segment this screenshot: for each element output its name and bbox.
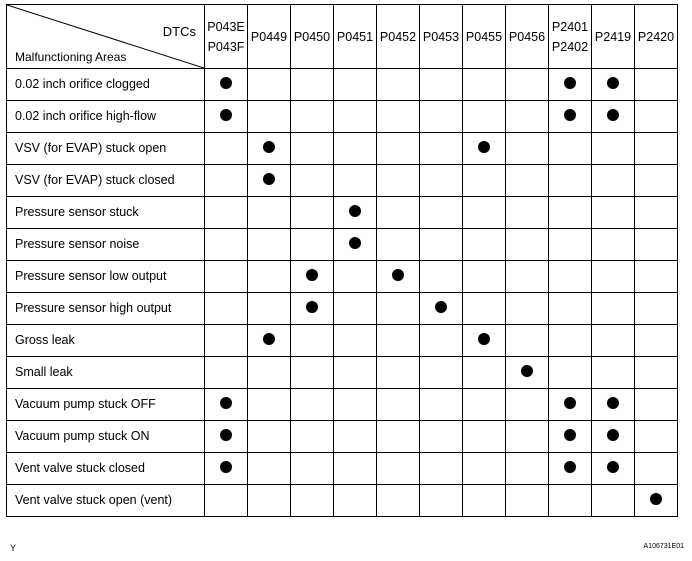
matrix-cell [377, 357, 420, 389]
applicable-dot-icon [478, 333, 490, 345]
matrix-cell [377, 453, 420, 485]
applicable-dot-icon [564, 461, 576, 473]
table-row [7, 357, 678, 389]
matrix-cell [420, 229, 463, 261]
footer-left-mark: Y [10, 543, 17, 553]
matrix-cell [291, 261, 334, 293]
matrix-cell [549, 101, 592, 133]
applicable-dot-icon [607, 77, 619, 89]
matrix-cell [635, 133, 678, 165]
matrix-cell [377, 261, 420, 293]
matrix-cell [592, 69, 635, 101]
matrix-cell [291, 133, 334, 165]
table-row [7, 229, 678, 261]
malfunction-area-label: 0.02 inch orifice clogged [7, 69, 205, 101]
dtc-code: P043F [207, 39, 245, 54]
dtc-column-header [205, 5, 248, 69]
dtc-code: P043E [207, 19, 245, 34]
matrix-cell [334, 197, 377, 229]
matrix-cell [420, 133, 463, 165]
table-row [7, 325, 678, 357]
malfunction-area-label: VSV (for EVAP) stuck closed [7, 165, 205, 197]
matrix-cell [592, 101, 635, 133]
malfunction-area-label: Pressure sensor high output [7, 293, 205, 325]
matrix-cell [549, 325, 592, 357]
matrix-cell [506, 293, 549, 325]
table-row [7, 69, 678, 101]
dtc-column-header [549, 5, 592, 69]
matrix-cell [248, 261, 291, 293]
matrix-cell [420, 325, 463, 357]
matrix-cell [420, 453, 463, 485]
matrix-cell [506, 421, 549, 453]
matrix-cell [635, 485, 678, 517]
matrix-cell [205, 261, 248, 293]
matrix-cell [635, 421, 678, 453]
applicable-dot-icon [349, 205, 361, 217]
matrix-cell [549, 69, 592, 101]
matrix-cell [291, 197, 334, 229]
matrix-cell [420, 69, 463, 101]
header-row [7, 5, 678, 69]
malfunction-area-label: Vacuum pump stuck OFF [7, 389, 205, 421]
applicable-dot-icon [220, 77, 232, 89]
matrix-cell [549, 357, 592, 389]
matrix-cell [592, 133, 635, 165]
applicable-dot-icon [306, 269, 318, 281]
dtc-malfunction-matrix [6, 4, 678, 517]
matrix-cell [549, 389, 592, 421]
matrix-cell [506, 389, 549, 421]
matrix-cell [334, 357, 377, 389]
matrix-cell [420, 101, 463, 133]
matrix-cell [334, 165, 377, 197]
matrix-cell [377, 485, 420, 517]
matrix-cell [248, 133, 291, 165]
malfunction-area-label: Pressure sensor low output [7, 261, 205, 293]
matrix-cell [549, 165, 592, 197]
matrix-cell [248, 485, 291, 517]
matrix-cell [506, 197, 549, 229]
matrix-cell [334, 421, 377, 453]
matrix-cell [549, 229, 592, 261]
applicable-dot-icon [263, 333, 275, 345]
matrix-cell [549, 485, 592, 517]
matrix-cell [506, 165, 549, 197]
matrix-cell [592, 197, 635, 229]
matrix-cell [592, 325, 635, 357]
matrix-cell [463, 421, 506, 453]
matrix-cell [463, 485, 506, 517]
matrix-cell [377, 165, 420, 197]
matrix-cell [205, 197, 248, 229]
matrix-cell [592, 229, 635, 261]
applicable-dot-icon [220, 397, 232, 409]
applicable-dot-icon [564, 109, 576, 121]
malfunction-area-label: Gross leak [7, 325, 205, 357]
table-row [7, 293, 678, 325]
matrix-cell [205, 389, 248, 421]
matrix-cell [205, 133, 248, 165]
applicable-dot-icon [392, 269, 404, 281]
dtc-column-header [506, 5, 549, 69]
table-row [7, 261, 678, 293]
matrix-cell [248, 165, 291, 197]
matrix-cell [334, 453, 377, 485]
matrix-cell [377, 421, 420, 453]
table-row [7, 197, 678, 229]
matrix-cell [334, 101, 377, 133]
matrix-cell [291, 293, 334, 325]
matrix-cell [463, 101, 506, 133]
dtc-code: P0451 [336, 29, 374, 44]
applicable-dot-icon [220, 109, 232, 121]
applicable-dot-icon [349, 237, 361, 249]
matrix-cell [506, 101, 549, 133]
table-row [7, 101, 678, 133]
matrix-cell [420, 197, 463, 229]
dtc-code: P0453 [422, 29, 460, 44]
malfunction-area-label: Vent valve stuck closed [7, 453, 205, 485]
matrix-cell [463, 453, 506, 485]
malfunction-area-label: Vent valve stuck open (vent) [7, 485, 205, 517]
matrix-cell [635, 357, 678, 389]
matrix-cell [549, 293, 592, 325]
matrix-cell [635, 197, 678, 229]
matrix-cell [549, 133, 592, 165]
matrix-cell [463, 357, 506, 389]
matrix-cell [377, 293, 420, 325]
matrix-cell [291, 69, 334, 101]
matrix-cell [205, 325, 248, 357]
applicable-dot-icon [435, 301, 447, 313]
applicable-dot-icon [306, 301, 318, 313]
matrix-cell [592, 453, 635, 485]
table-row [7, 133, 678, 165]
matrix-cell [420, 485, 463, 517]
matrix-cell [592, 165, 635, 197]
applicable-dot-icon [564, 397, 576, 409]
matrix-cell [248, 357, 291, 389]
matrix-cell [506, 229, 549, 261]
matrix-cell [334, 69, 377, 101]
matrix-cell [291, 453, 334, 485]
matrix-cell [205, 101, 248, 133]
table-row [7, 421, 678, 453]
matrix-cell [334, 261, 377, 293]
matrix-cell [549, 453, 592, 485]
dtc-code: P0456 [508, 29, 546, 44]
matrix-cell [463, 133, 506, 165]
matrix-cell [205, 293, 248, 325]
matrix-cell [463, 165, 506, 197]
dtc-column-header [248, 5, 291, 69]
matrix-cell [205, 485, 248, 517]
matrix-cell [377, 389, 420, 421]
dtc-column-header [592, 5, 635, 69]
matrix-cell [248, 389, 291, 421]
matrix-cell [592, 293, 635, 325]
matrix-cell [248, 229, 291, 261]
matrix-cell [205, 165, 248, 197]
applicable-dot-icon [263, 173, 275, 185]
matrix-cell [635, 453, 678, 485]
matrix-cell [463, 197, 506, 229]
matrix-cell [248, 421, 291, 453]
matrix-cell [248, 69, 291, 101]
malfunction-area-label: Small leak [7, 357, 205, 389]
matrix-cell [463, 69, 506, 101]
matrix-cell [463, 229, 506, 261]
applicable-dot-icon [607, 397, 619, 409]
applicable-dot-icon [607, 429, 619, 441]
applicable-dot-icon [478, 141, 490, 153]
matrix-cell [635, 325, 678, 357]
matrix-cell [291, 389, 334, 421]
matrix-cell [377, 69, 420, 101]
matrix-cell [463, 325, 506, 357]
matrix-cell [291, 421, 334, 453]
matrix-cell [248, 453, 291, 485]
corner-cell [7, 5, 205, 69]
matrix-cell [635, 261, 678, 293]
dtc-code: P0452 [379, 29, 417, 44]
applicable-dot-icon [220, 429, 232, 441]
table-row [7, 389, 678, 421]
matrix-cell [291, 357, 334, 389]
applicable-dot-icon [564, 429, 576, 441]
malfunction-area-label: 0.02 inch orifice high-flow [7, 101, 205, 133]
dtcs-label: DTCs [162, 24, 196, 39]
matrix-cell [635, 389, 678, 421]
matrix-cell [334, 293, 377, 325]
applicable-dot-icon [220, 461, 232, 473]
table-row [7, 165, 678, 197]
matrix-cell [506, 133, 549, 165]
matrix-cell [635, 229, 678, 261]
malfunction-area-label: Vacuum pump stuck ON [7, 421, 205, 453]
dtc-code: P0455 [465, 29, 503, 44]
matrix-cell [549, 197, 592, 229]
matrix-cell [549, 421, 592, 453]
matrix-cell [420, 293, 463, 325]
matrix-cell [291, 485, 334, 517]
applicable-dot-icon [564, 77, 576, 89]
dtc-code: P2420 [637, 29, 675, 44]
matrix-cell [463, 389, 506, 421]
matrix-cell [248, 197, 291, 229]
matrix-cell [205, 421, 248, 453]
malfunctioning-areas-label: Malfunctioning Areas [15, 50, 127, 64]
matrix-cell [635, 69, 678, 101]
matrix-cell [592, 261, 635, 293]
matrix-cell [334, 229, 377, 261]
matrix-cell [334, 389, 377, 421]
matrix-cell [291, 325, 334, 357]
dtc-code: P2419 [594, 29, 632, 44]
matrix-cell [291, 165, 334, 197]
dtc-code: P2402 [551, 39, 589, 54]
matrix-cell [334, 325, 377, 357]
matrix-cell [205, 453, 248, 485]
dtc-code: P0450 [293, 29, 331, 44]
matrix-cell [592, 357, 635, 389]
table-row [7, 485, 678, 517]
matrix-cell [377, 133, 420, 165]
applicable-dot-icon [650, 493, 662, 505]
dtc-column-header [420, 5, 463, 69]
malfunction-area-label: Pressure sensor noise [7, 229, 205, 261]
matrix-cell [248, 325, 291, 357]
malfunction-area-label: Pressure sensor stuck [7, 197, 205, 229]
matrix-cell [506, 261, 549, 293]
matrix-cell [205, 69, 248, 101]
matrix-cell [291, 101, 334, 133]
matrix-cell [205, 229, 248, 261]
matrix-cell [463, 293, 506, 325]
matrix-cell [420, 261, 463, 293]
matrix-cell [592, 485, 635, 517]
matrix-cell [506, 325, 549, 357]
matrix-cell [248, 293, 291, 325]
matrix-cell [506, 453, 549, 485]
matrix-cell [248, 101, 291, 133]
matrix-cell [377, 101, 420, 133]
matrix-cell [549, 261, 592, 293]
matrix-cell [420, 165, 463, 197]
matrix-cell [635, 165, 678, 197]
matrix-cell [635, 101, 678, 133]
matrix-cell [420, 357, 463, 389]
matrix-cell [377, 325, 420, 357]
dtc-column-header [463, 5, 506, 69]
applicable-dot-icon [521, 365, 533, 377]
applicable-dot-icon [607, 461, 619, 473]
matrix-cell [420, 389, 463, 421]
matrix-cell [377, 229, 420, 261]
applicable-dot-icon [263, 141, 275, 153]
dtc-column-header [334, 5, 377, 69]
matrix-cell [377, 197, 420, 229]
dtc-column-header [291, 5, 334, 69]
table-row [7, 453, 678, 485]
matrix-cell [291, 229, 334, 261]
applicable-dot-icon [607, 109, 619, 121]
matrix-cell [205, 357, 248, 389]
matrix-cell [506, 357, 549, 389]
matrix-cell [592, 389, 635, 421]
dtc-column-header [635, 5, 678, 69]
dtc-code: P0449 [250, 29, 288, 44]
matrix-cell [506, 485, 549, 517]
matrix-cell [592, 421, 635, 453]
matrix-cell [334, 485, 377, 517]
figure-id: A106731E01 [643, 543, 684, 550]
matrix-cell [506, 69, 549, 101]
matrix-cell [635, 293, 678, 325]
matrix-body [7, 69, 678, 517]
matrix-cell [463, 261, 506, 293]
malfunction-area-label: VSV (for EVAP) stuck open [7, 133, 205, 165]
matrix-cell [334, 133, 377, 165]
dtc-column-header [377, 5, 420, 69]
matrix-cell [420, 421, 463, 453]
dtc-code: P2401 [551, 19, 589, 34]
